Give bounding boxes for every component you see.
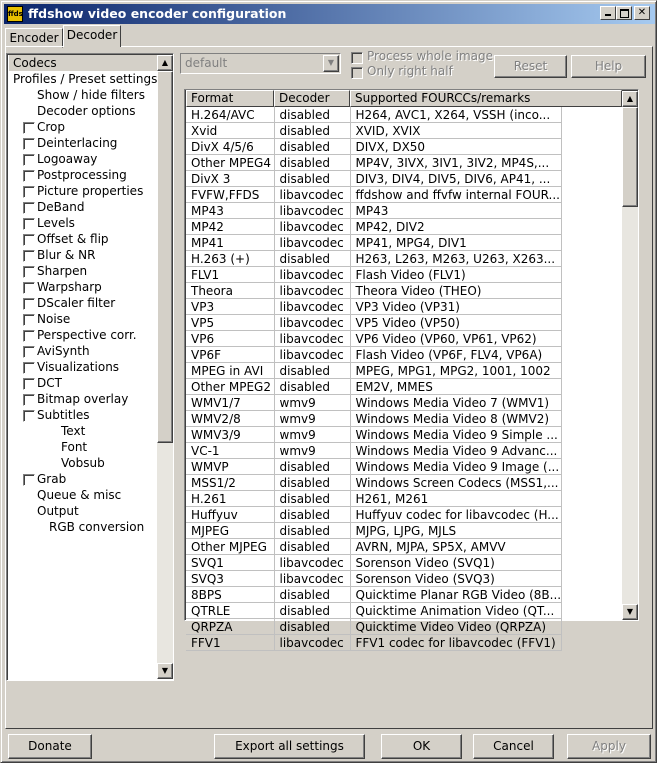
decoder-cell: disabled [274,539,350,555]
format-cell: MP41 [186,235,274,251]
fourcc-cell: MP4V, 3IVX, 3IV1, 3IV2, MP4S,... [350,155,562,171]
filter-checkbox[interactable] [23,186,35,198]
tree-item-subtitles-font[interactable]: Font [61,440,88,454]
filter-checkbox[interactable] [23,330,35,342]
format-cell: MSS1/2 [186,475,274,491]
format-cell: MP42 [186,219,274,235]
dropdown-button[interactable] [323,55,339,72]
filter-checkbox[interactable] [23,378,35,390]
table-row[interactable] [186,443,562,459]
table-row[interactable] [186,219,562,235]
format-cell: MJPEG [186,523,274,539]
fourcc-cell: H261, M261 [350,491,562,507]
table-row[interactable] [186,571,562,587]
tree-item-filter[interactable]: Subtitles [37,408,90,422]
decoder-cell: disabled [274,491,350,507]
decoder-cell: disabled [274,523,350,539]
filter-checkbox[interactable] [23,122,35,134]
tree-item-decoder-options[interactable]: Decoder options [37,104,136,118]
table-row[interactable] [186,379,562,395]
scroll-up-button[interactable] [157,55,173,71]
tab-encoder[interactable]: Encoder [5,28,63,48]
table-row[interactable] [186,603,562,619]
filter-checkbox[interactable] [23,298,35,310]
format-cell: H.263 (+) [186,251,274,267]
table-row[interactable] [186,395,562,411]
maximize-button[interactable] [616,6,632,20]
decoder-cell: libavcodec [274,315,350,331]
chevron-down-icon: ▼ [327,58,335,67]
only-right-half-checkbox[interactable] [351,67,363,79]
list-scroll-thumb[interactable] [622,107,638,207]
tree-item-filter[interactable]: DeBand [37,200,85,214]
fourcc-cell: Quicktime Animation Video (QT... [350,603,562,619]
decoder-cell: disabled [274,251,350,267]
format-cell: Other MPEG2 [186,379,274,395]
table-row[interactable] [186,523,562,539]
fourcc-cell: Quicktime Planar RGB Video (8B... [350,587,562,603]
format-cell: FVFW,FFDS [186,187,274,203]
filter-checkbox[interactable] [23,394,35,406]
list-scroll-up-button[interactable] [622,91,638,107]
codec-table [186,107,562,651]
process-whole-image-checkbox[interactable] [351,52,363,64]
fourcc-cell: H263, L263, M263, U263, X263... [350,251,562,267]
fourcc-cell: Flash Video (FLV1) [350,267,562,283]
table-row[interactable] [186,139,562,155]
fourcc-cell: Flash Video (VP6F, FLV4, VP6A) [350,347,562,363]
fourcc-cell: DIVX, DX50 [350,139,562,155]
decoder-cell: disabled [274,507,350,523]
column-header-decoder[interactable]: Decoder [274,90,350,107]
fourcc-cell: MPEG, MPG1, MPG2, 1001, 1002 [350,363,562,379]
table-row[interactable] [186,555,562,571]
column-header-format[interactable]: Format [186,90,274,107]
tree-item-filter[interactable]: Bitmap overlay [37,392,129,406]
tree-item-show-hide[interactable]: Show / hide filters [37,88,145,102]
maximize-icon [620,9,629,18]
tree-item-filter[interactable]: Deinterlacing [37,136,118,150]
tree-item-filter[interactable]: Offset & flip [37,232,109,246]
format-cell: FLV1 [186,267,274,283]
format-cell: VP6F [186,347,274,363]
fourcc-cell: XVID, XVIX [350,123,562,139]
fourcc-cell: FFV1 codec for libavcodec (FFV1) [350,635,562,651]
fourcc-cell: MP43 [350,203,562,219]
column-header-fourcc[interactable]: Supported FOURCCs/remarks [350,90,622,107]
table-row[interactable] [186,251,562,267]
table-row[interactable] [186,203,562,219]
fourcc-cell: Windows Media Video 8 (WMV2) [350,411,562,427]
decoder-cell: wmv9 [274,443,350,459]
tree-item-codecs[interactable]: Codecs [9,55,159,71]
scroll-down-button[interactable] [157,663,173,679]
fourcc-cell: VP6 Video (VP60, VP61, VP62) [350,331,562,347]
fourcc-cell: Windows Media Video 9 Advanc... [350,443,562,459]
filter-checkbox[interactable] [23,170,35,182]
decoder-cell: libavcodec [274,235,350,251]
filter-checkbox[interactable] [23,266,35,278]
table-row[interactable] [186,299,562,315]
tree-item-filter[interactable]: Postprocessing [37,168,127,182]
fourcc-cell: VP5 Video (VP50) [350,315,562,331]
filter-checkbox[interactable] [23,154,35,166]
minimize-icon [605,14,611,16]
table-row[interactable] [186,427,562,443]
format-cell: SVQ1 [186,555,274,571]
tree-item-subtitles-text[interactable]: Text [61,424,86,438]
decoder-cell: libavcodec [274,187,350,203]
format-cell: VP3 [186,299,274,315]
decoder-cell: libavcodec [274,267,350,283]
decoder-cell: wmv9 [274,411,350,427]
title-bar[interactable] [4,4,655,24]
table-row[interactable] [186,155,562,171]
fourcc-cell: MP42, DIV2 [350,219,562,235]
codec-list-scrollbar[interactable] [622,91,638,620]
decoder-cell: disabled [274,459,350,475]
fourcc-cell: EM2V, MMES [350,379,562,395]
table-row[interactable] [186,635,562,651]
donate-button[interactable]: Donate [8,734,92,759]
codec-table-body [186,107,622,650]
format-cell: Huffyuv [186,507,274,523]
list-scroll-down-button[interactable] [622,604,638,620]
format-cell: VP6 [186,331,274,347]
fourcc-cell: H264, AVC1, X264, VSSH (inco... [350,107,562,123]
format-cell: WMV3/9 [186,427,274,443]
fourcc-cell: Windows Media Video 7 (WMV1) [350,395,562,411]
decoder-cell: wmv9 [274,427,350,443]
tree-item-filter[interactable]: Warpsharp [37,280,102,294]
fourcc-cell: DIV3, DIV4, DIV5, DIV6, AP41, ... [350,171,562,187]
process-whole-image-label: Process whole image [367,49,494,63]
tree-item-filter[interactable]: Logoaway [37,152,98,166]
fourcc-cell: MP41, MPG4, DIV1 [350,235,562,251]
table-row[interactable] [186,539,562,555]
tree-item-filter[interactable]: AviSynth [37,344,90,358]
help-button[interactable]: Help [571,55,646,78]
tree-item-filter[interactable]: Blur & NR [37,248,96,262]
fourcc-cell: Windows Screen Codecs (MSS1,... [350,475,562,491]
decoder-cell: wmv9 [274,395,350,411]
table-row[interactable] [186,171,562,187]
tree-item-subtitles-vobsub[interactable]: Vobsub [61,456,105,470]
format-cell: H.264/AVC [186,107,274,123]
format-cell: VP5 [186,315,274,331]
tree-item-filter[interactable]: Levels [37,216,75,230]
fourcc-cell: Windows Media Video 9 Simple ... [350,427,562,443]
tree-item-grab[interactable]: Grab [37,472,67,486]
decoder-cell: disabled [274,155,350,171]
tree-item-output[interactable]: Output [37,504,79,518]
format-cell: SVQ3 [186,571,274,587]
decoder-cell: libavcodec [274,555,350,571]
preset-select[interactable] [180,53,341,74]
table-row[interactable] [186,363,562,379]
decoder-cell: libavcodec [274,571,350,587]
table-row[interactable] [186,283,562,299]
filter-checkbox[interactable] [23,362,35,374]
format-cell: FFV1 [186,635,274,651]
decoder-cell: disabled [274,619,350,635]
fourcc-cell: Sorenson Video (SVQ3) [350,571,562,587]
filter-checkbox[interactable] [23,410,35,422]
close-icon: ✕ [637,7,647,18]
format-cell: MPEG in AVI [186,363,274,379]
tree-item-filter[interactable]: Visualizations [37,360,120,374]
table-row[interactable] [186,491,562,507]
decoder-cell: disabled [274,603,350,619]
tab-decoder[interactable]: Decoder [63,25,121,47]
format-cell: WMV1/7 [186,395,274,411]
format-cell: QTRLE [186,603,274,619]
decoder-cell: disabled [274,379,350,395]
fourcc-cell: ffdshow and ffvfw internal FOUR... [350,187,562,203]
format-cell: QRPZA [186,619,274,635]
fourcc-cell: MJPG, LJPG, MJLS [350,523,562,539]
format-cell: Xvid [186,123,274,139]
only-right-half-label: Only right half [367,64,453,78]
table-row[interactable] [186,587,562,603]
filter-checkbox[interactable] [23,250,35,262]
table-row[interactable] [186,347,562,363]
format-cell: DivX 4/5/6 [186,139,274,155]
table-row[interactable] [186,235,562,251]
decoder-cell: disabled [274,171,350,187]
export-all-settings-button[interactable]: Export all settings [214,734,365,759]
filter-checkbox[interactable] [23,138,35,150]
decoder-cell: libavcodec [274,219,350,235]
decoder-cell: libavcodec [274,299,350,315]
decoder-cell: disabled [274,123,350,139]
format-cell: WMVP [186,459,274,475]
minimize-button[interactable] [600,6,616,20]
arrow-down-icon: ▼ [161,666,169,675]
table-row[interactable] [186,459,562,475]
format-cell: MP43 [186,203,274,219]
tree-item-queue[interactable]: Queue & misc [37,488,122,502]
fourcc-cell: Sorenson Video (SVQ1) [350,555,562,571]
scroll-thumb[interactable] [157,71,173,443]
format-cell: DivX 3 [186,171,274,187]
decoder-cell: libavcodec [274,635,350,651]
format-cell: Other MPEG4 [186,155,274,171]
decoder-cell: libavcodec [274,283,350,299]
table-row[interactable] [186,411,562,427]
format-cell: WMV2/8 [186,411,274,427]
table-row[interactable] [186,507,562,523]
fourcc-cell: Quicktime Video Video (QRPZA) [350,619,562,635]
format-cell: VC-1 [186,443,274,459]
fourcc-cell: Windows Media Video 9 Image (... [350,459,562,475]
fourcc-cell: Huffyuv codec for libavcodec (H... [350,507,562,523]
decoder-cell: libavcodec [274,331,350,347]
filter-checkbox[interactable] [23,218,35,230]
tree-item-filter[interactable]: DScaler filter [37,296,116,310]
tree-item-filter[interactable]: Perspective corr. [37,328,137,342]
tree-item-filter[interactable]: Crop [37,120,66,134]
tree-item-rgb-conversion[interactable]: RGB conversion [49,520,145,534]
arrow-up-icon: ▲ [626,94,634,103]
filter-checkbox[interactable] [23,282,35,294]
close-button[interactable] [634,6,650,20]
fourcc-cell: AVRN, MJPA, SP5X, AMVV [350,539,562,555]
tree-item-filter[interactable]: DCT [37,376,62,390]
apply-button[interactable]: Apply [567,734,651,759]
filter-checkbox[interactable] [23,346,35,358]
table-row[interactable] [186,123,562,139]
window-title: ffdshow video encoder configuration [28,6,287,21]
decoder-cell: libavcodec [274,347,350,363]
fourcc-cell: VP3 Video (VP31) [350,299,562,315]
tree-item-profiles[interactable]: Profiles / Preset settings [13,72,158,86]
decoder-cell: disabled [274,363,350,379]
table-row[interactable] [186,331,562,347]
app-icon: ffds [7,6,23,22]
decoder-cell: disabled [274,587,350,603]
filter-checkbox[interactable] [23,202,35,214]
filter-checkbox[interactable] [23,314,35,326]
codec-list[interactable] [184,89,639,650]
filter-tree [6,53,174,681]
ok-button[interactable]: OK [381,734,462,759]
tree-item-filter[interactable]: Noise [37,312,71,326]
table-row[interactable] [186,187,562,203]
tree-item-filter[interactable]: Sharpen [37,264,88,278]
decoder-cell: disabled [274,107,350,123]
cancel-button[interactable]: Cancel [473,734,554,759]
decoder-cell: libavcodec [274,203,350,219]
arrow-up-icon: ▲ [161,58,169,67]
grab-checkbox[interactable] [23,474,35,486]
format-cell: 8BPS [186,587,274,603]
arrow-down-icon: ▼ [626,607,634,616]
format-cell: Other MJPEG [186,539,274,555]
filter-checkbox[interactable] [23,234,35,246]
reset-button[interactable]: Reset [494,55,567,78]
fourcc-cell: Theora Video (THEO) [350,283,562,299]
decoder-cell: disabled [274,475,350,491]
format-cell: H.261 [186,491,274,507]
format-cell: Theora [186,283,274,299]
decoder-cell: disabled [274,139,350,155]
table-row[interactable] [186,475,562,491]
table-row[interactable] [186,619,562,635]
table-row[interactable] [186,315,562,331]
table-row[interactable] [186,267,562,283]
tree-scrollbar[interactable] [157,55,173,679]
preset-selected-value: default [185,56,228,70]
table-row[interactable] [186,107,562,123]
tree-item-filter[interactable]: Picture properties [37,184,144,198]
